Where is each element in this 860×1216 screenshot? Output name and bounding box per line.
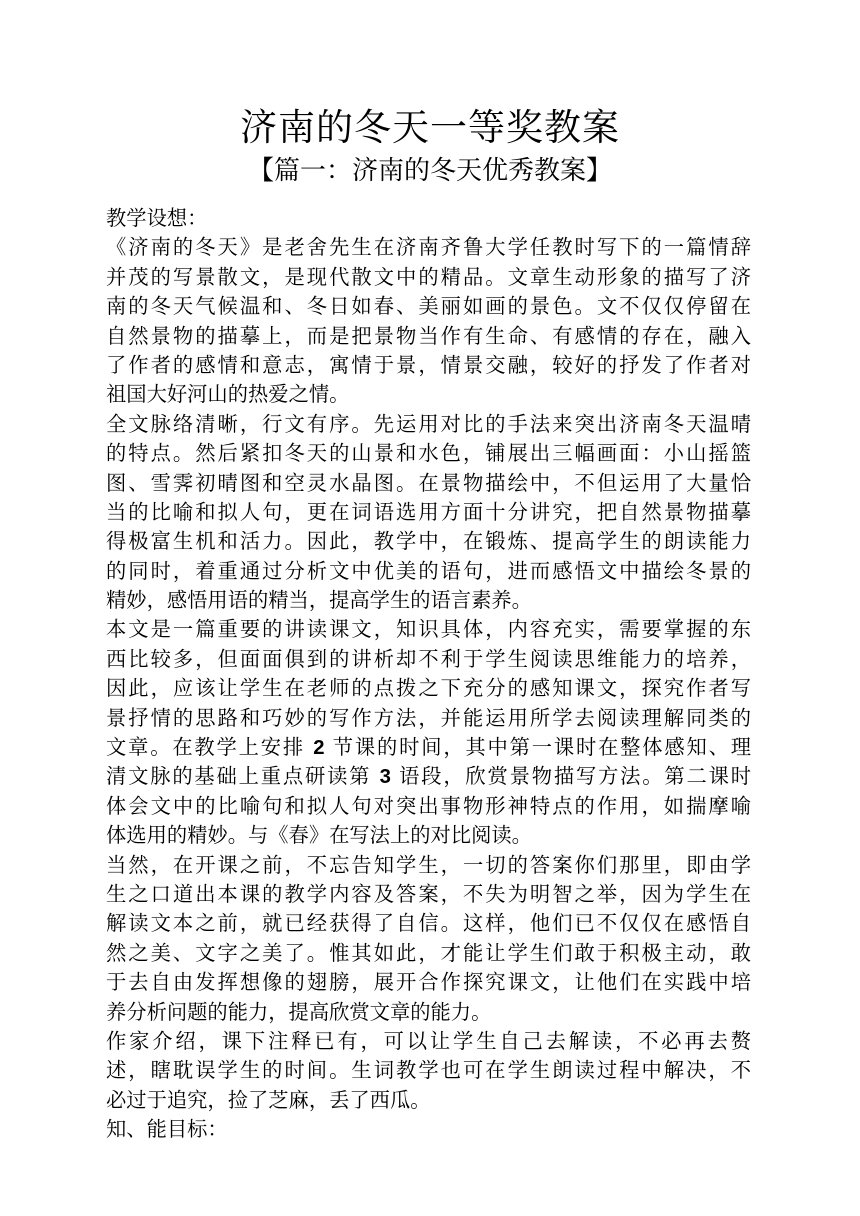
body-line: 清文脉的基础上重点研读第 3 语段，欣赏景物描写方法。第二课时 [106, 764, 751, 789]
body-line: 精妙，感悟用语的精当，提高学生的语言素养。 [106, 588, 532, 613]
body-line: 养分析问题的能力，提高欣赏文章的能力。 [106, 999, 492, 1024]
body-line: 得极富生机和活力。因此，教学中，在锻炼、提高学生的朗读能力 [106, 529, 751, 554]
body-line: 然之美、文字之美了。惟其如此，才能让学生们敢于积极主动，敢 [106, 940, 751, 965]
body-line: 述，瞎耽误学生的时间。生词教学也可在学生朗读过程中解决，不 [106, 1058, 751, 1083]
body-line: 图、雪霁初晴图和空灵水晶图。在景物描绘中，不但运用了大量恰 [106, 470, 751, 495]
body-line: 西比较多，但面面俱到的讲析却不利于学生阅读思维能力的培养， [106, 646, 751, 671]
body-line: 的同时，着重通过分析文中优美的语句，进而感悟文中描绘冬景的 [106, 558, 751, 583]
body-line: 本文是一篇重要的讲读课文，知识具体，内容充实，需要掌握的东 [106, 617, 751, 642]
body-line: 教学设想： [106, 206, 208, 230]
body-line: 知、能目标： [106, 1117, 228, 1142]
body-line: 解读文本之前，就已经获得了自信。这样，他们已不仅仅在感悟自 [106, 911, 751, 936]
document-body [106, 204, 751, 1145]
body-line: 作家介绍，课下注释已有，可以让学生自己去解读，不必再去赘 [106, 1028, 751, 1053]
body-line: 了作者的感情和意志，寓情于景，情景交融，较好的抒发了作者对 [106, 352, 751, 377]
body-line: 体会文中的比喻句和拟人句对突出事物形神特点的作用，如揣摩喻 [106, 793, 751, 818]
body-line: 因此，应该让学生在老师的点拨之下充分的感知课文，探究作者写 [106, 676, 751, 701]
body-line: 文章。在教学上安排 2 节课的时间，其中第一课时在整体感知、理 [106, 735, 751, 760]
body-line: 全文脉络清晰，行文有序。先运用对比的手法来突出济南冬天温晴 [106, 411, 751, 436]
document-subtitle: 【篇一：济南的冬天优秀教案】 [247, 156, 612, 186]
body-line: 的特点。然后紧扣冬天的山景和水色，铺展出三幅画面：小山摇篮 [106, 441, 751, 466]
body-line: 于去自由发挥想像的翅膀，展开合作探究课文，让他们在实践中培 [106, 970, 751, 995]
body-line: 必过于追究，捡了芝麻，丢了西瓜。 [106, 1087, 431, 1112]
body-line: 祖国大好河山的热爱之情。 [106, 382, 350, 407]
body-line: 《济南的冬天》是老舍先生在济南齐鲁大学任教时写下的一篇情辞 [106, 235, 751, 260]
body-line: 生之口道出本课的教学内容及答案，不失为明智之举，因为学生在 [106, 881, 751, 906]
body-line: 当的比喻和拟人句，更在词语选用方面十分讲究，把自然景物描摹 [106, 499, 751, 524]
body-line: 当然，在开课之前，不忘告知学生，一切的答案你们那里，即由学 [106, 852, 751, 877]
body-line: 自然景物的描摹上，而是把景物当作有生命、有感情的存在，融入 [106, 323, 751, 348]
body-line: 体选用的精妙。与《春》在写法上的对比阅读。 [106, 823, 532, 848]
body-line: 南的冬天气候温和、冬日如春、美丽如画的景色。文不仅仅停留在 [106, 294, 751, 319]
body-line: 景抒情的思路和巧妙的写作方法，并能运用所学去阅读理解同类的 [106, 705, 751, 730]
document-title: 济南的冬天一等奖教案 [240, 106, 620, 149]
body-line: 并茂的写景散文，是现代散文中的精品。文章生动形象的描写了济 [106, 264, 751, 289]
